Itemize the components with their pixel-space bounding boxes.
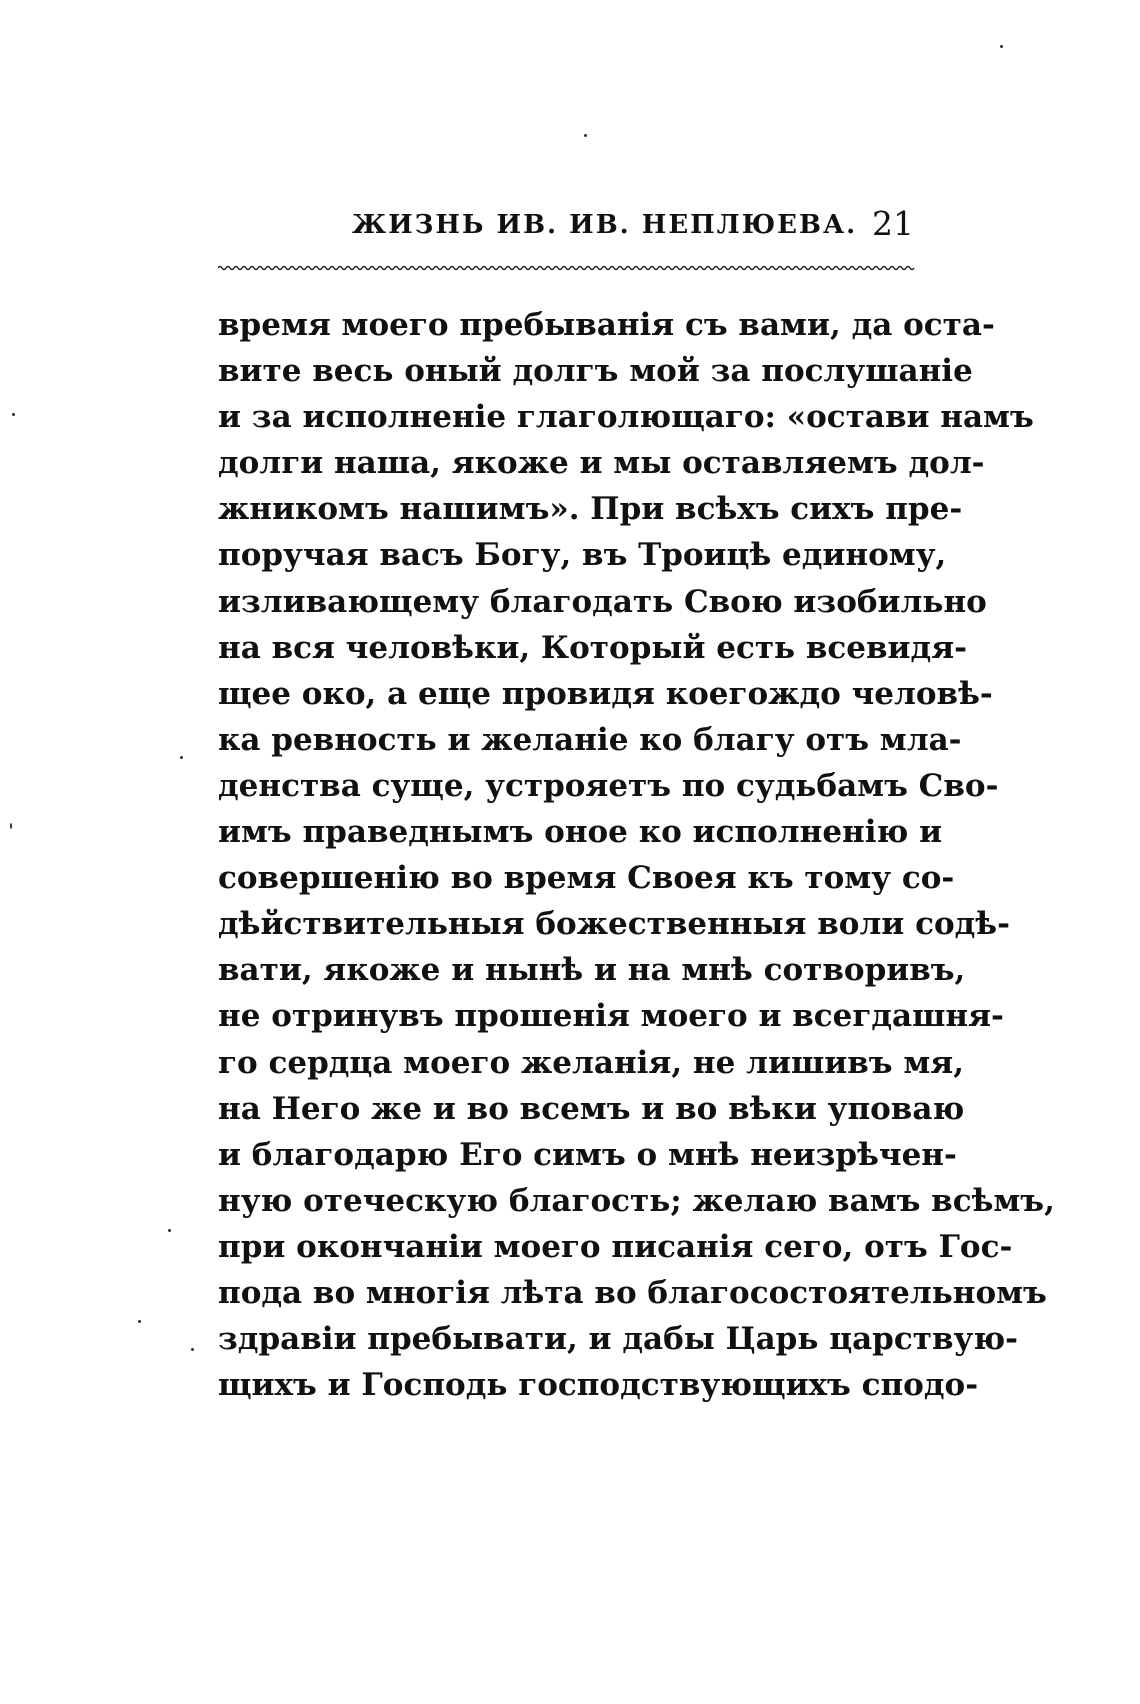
text-line: поручая васъ Богу, въ Троицѣ единому, xyxy=(218,537,947,574)
text-line: вати, якоже и нынѣ и на мнѣ сотворивъ, xyxy=(218,952,966,989)
page-header xyxy=(218,200,916,260)
scan-speck xyxy=(168,1229,171,1232)
text-line: и за исполненіе глаголющаго: «остави намъ xyxy=(218,399,1034,436)
scan-speck xyxy=(12,413,15,416)
body-text xyxy=(218,302,1055,1408)
text-line: здравіи пребывати, и дабы Царь царствую- xyxy=(218,1321,1018,1358)
scan-speck xyxy=(10,823,12,829)
header-wavy-rule xyxy=(218,264,916,272)
text-line: долги наша, якоже и мы оставляемъ дол- xyxy=(218,445,985,482)
text-line: вите весь оный долгъ мой за послушаніе xyxy=(218,353,973,390)
text-line: ка ревность и желаніе ко благу отъ мла- xyxy=(218,721,962,758)
text-line: пода во многія лѣта во благосостоятельномъ xyxy=(218,1274,1047,1311)
page-number: 21 xyxy=(872,204,914,243)
text-line: денства суще, устрояетъ по судьбамъ Сво- xyxy=(218,767,999,804)
running-title: ЖИЗНЬ ИВ. ИВ. НЕПЛЮЕВА. xyxy=(352,210,858,240)
text-line: не отринувъ прошенія моего и всегдашня- xyxy=(218,998,1004,1035)
text-line: жникомъ нашимъ». При всѣхъ сихъ пре- xyxy=(218,491,963,528)
text-line: дѣйствительныя божественныя воли содѣ- xyxy=(218,906,1010,943)
text-line: время моего пребыванія съ вами, да оста- xyxy=(218,307,995,343)
text-line: го сердца моего желанія, не лишивъ мя, xyxy=(218,1044,964,1081)
text-line: щихъ и Господь господствующихъ сподо- xyxy=(218,1367,979,1404)
text-line: и благодарю Его симъ о мнѣ неизрѣчен- xyxy=(218,1136,957,1173)
text-line: совершенію во время Своея къ тому со- xyxy=(218,860,955,897)
text-line: на Него же и во всемъ и во вѣки уповаю xyxy=(218,1090,965,1127)
scan-speck xyxy=(191,1348,194,1351)
text-line: изливающему благодать Свою изобильно xyxy=(218,583,987,620)
text-line: ную отеческую благость; желаю вамъ всѣмъ, xyxy=(218,1182,1055,1219)
text-line: на вся человѣки, Который есть всевидя- xyxy=(218,629,967,666)
scan-speck xyxy=(138,1320,141,1323)
scan-speck xyxy=(180,756,183,759)
scan-speck xyxy=(1000,45,1003,48)
text-line: щее око, а еще провидя коегождо человѣ- xyxy=(218,675,993,712)
text-line: имъ праведнымъ оное ко исполненію и xyxy=(218,814,943,851)
scan-speck xyxy=(584,134,587,137)
text-line: при окончаніи моего писанія сего, отъ Гос- xyxy=(218,1228,1013,1265)
